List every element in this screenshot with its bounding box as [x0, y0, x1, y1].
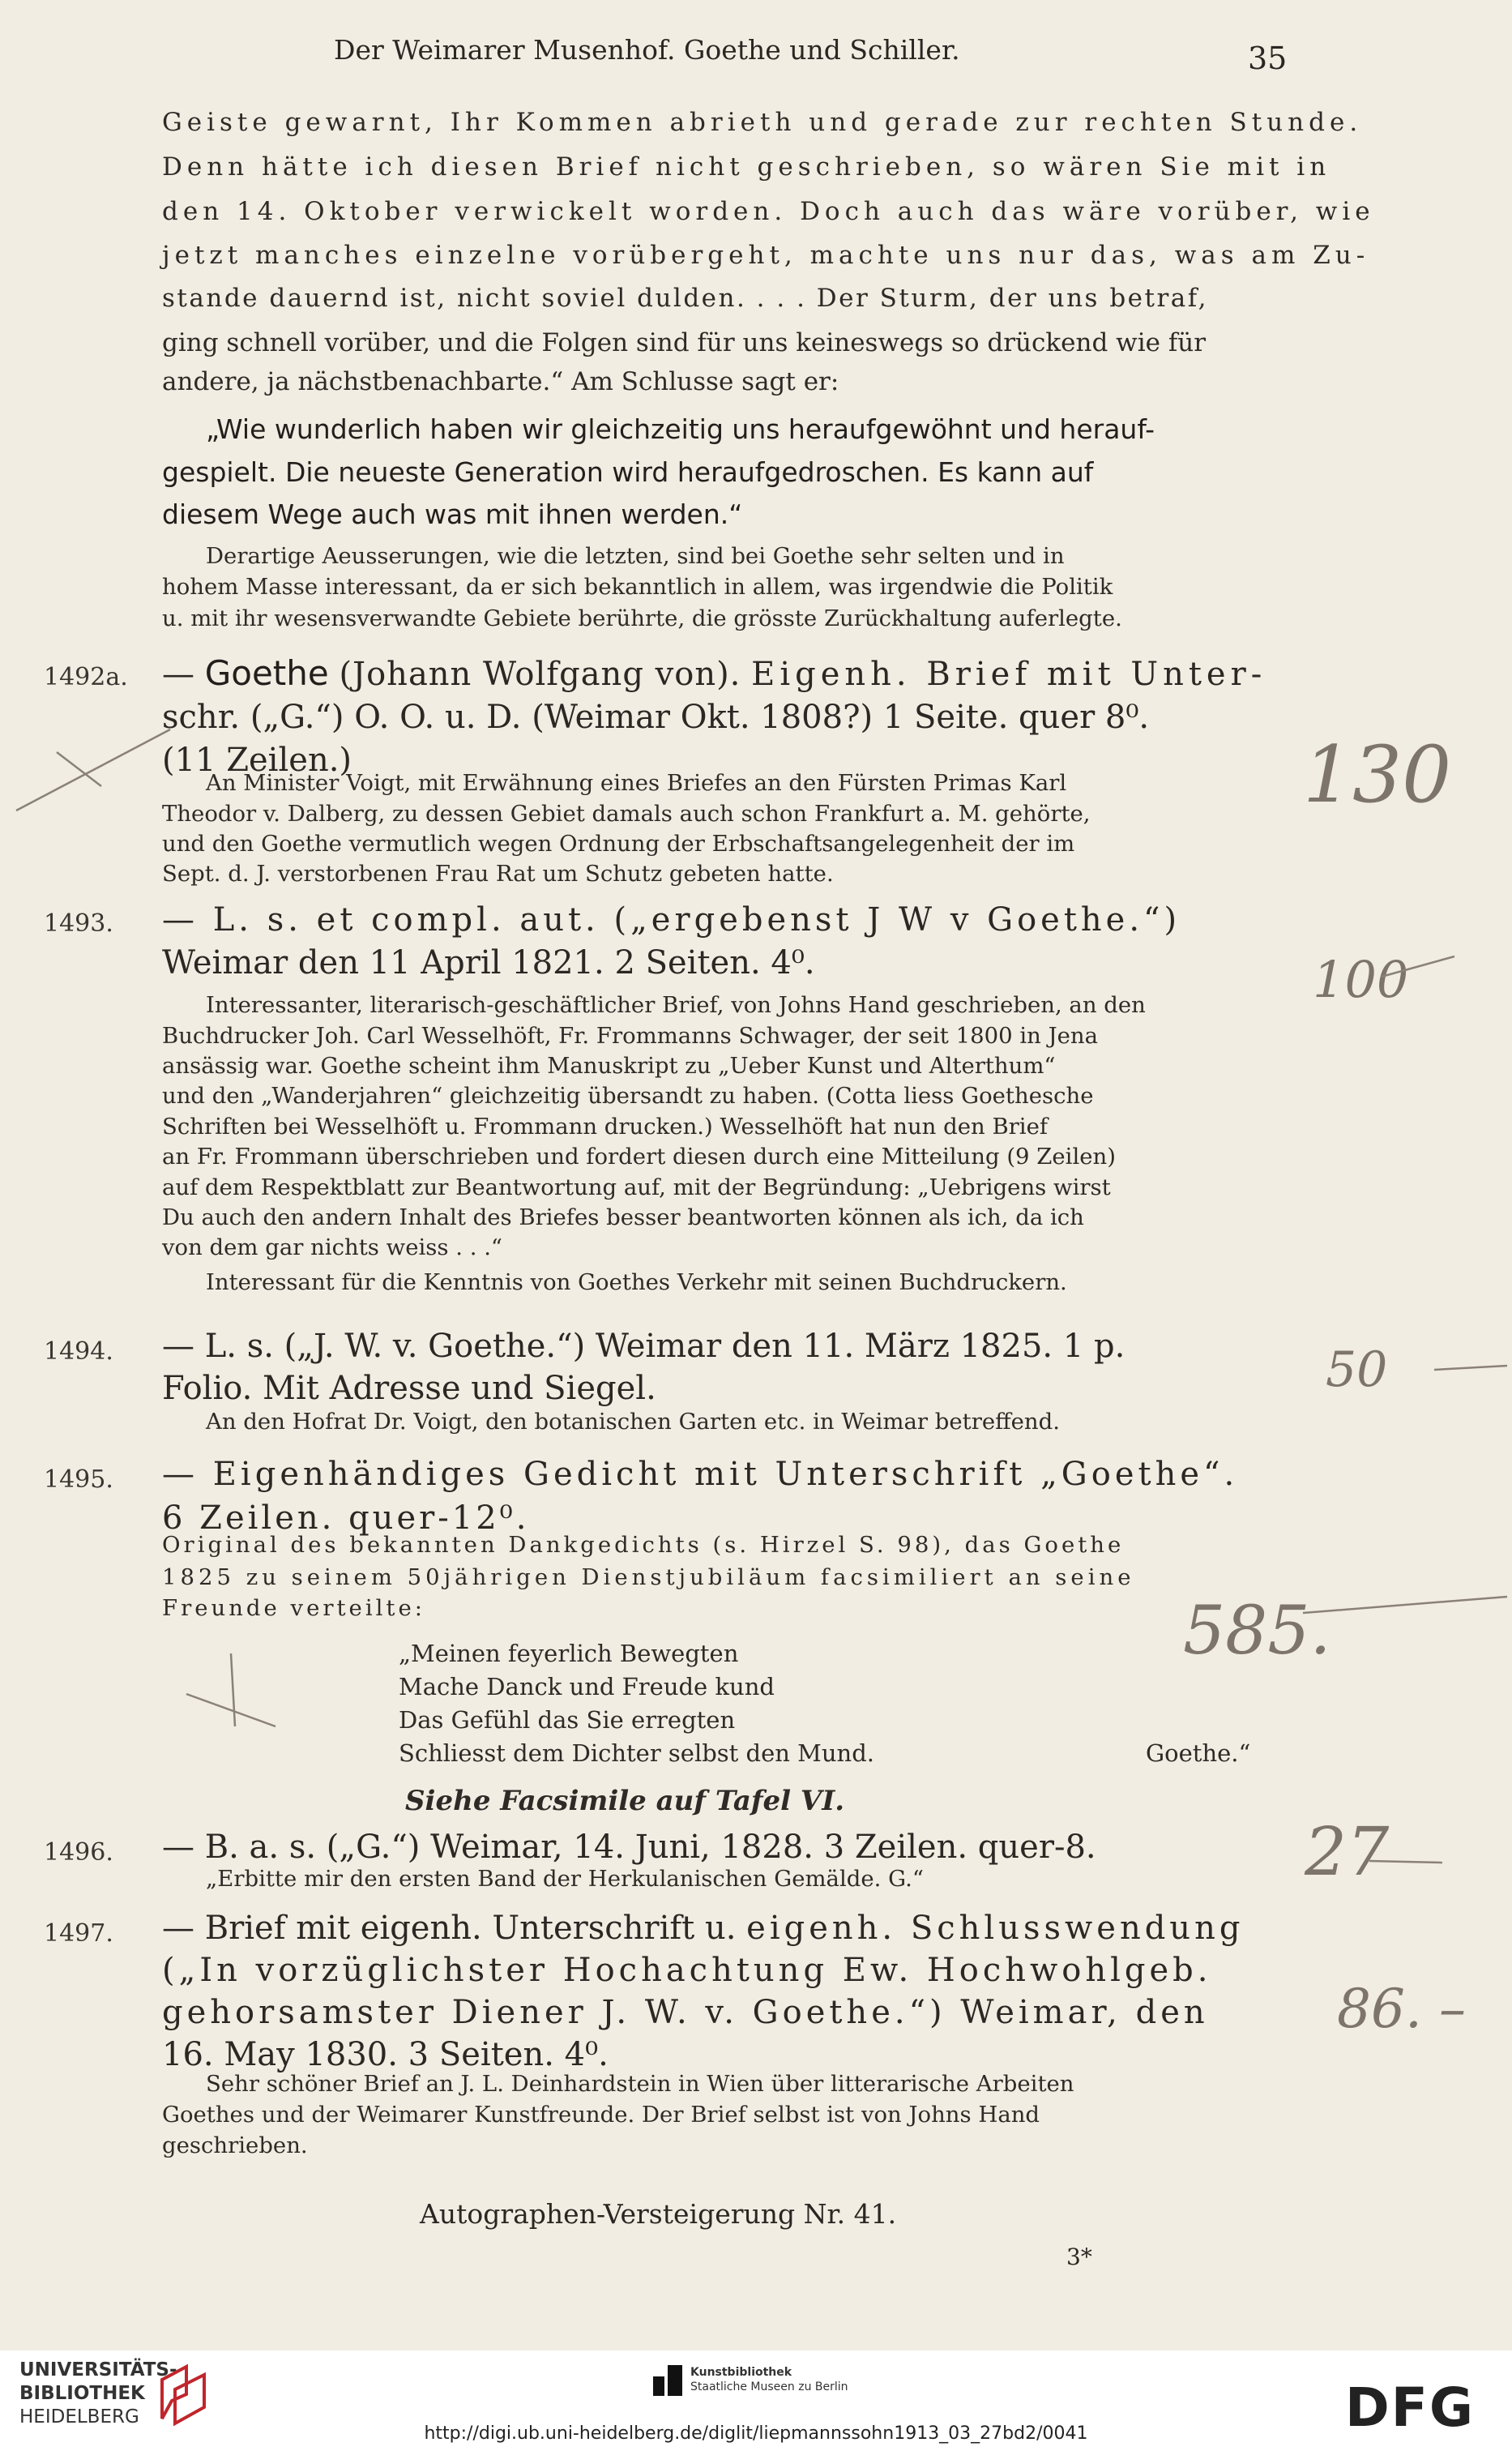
quote-line: „Wie wunderlich haben wir gleichzeitig uns heraufgewöhnt und herauf- [206, 413, 1155, 445]
entry-title-line: — B. a. s. („G.“) Weimar, 14. Juni, 1828. 3 Zeilen. quer-8. [162, 1829, 1096, 1866]
entry-title-line: — L. s. („J. W. v. Goethe.“) Weimar den 11. März 1825. 1 p. [162, 1328, 1125, 1365]
lot-number: 1492a. [44, 663, 128, 691]
entry-desc-line: Goethes und der Weimarer Kunstfreunde. Der Brief selbst ist von Johns Hand [162, 2102, 1040, 2128]
entry-desc-line: An den Hofrat Dr. Voigt, den botanischen Garten etc. in Weimar betreffend. [206, 1409, 1060, 1435]
entry-desc-line: Buchdrucker Joh. Carl Wesselhöft, Fr. Frommanns Schwager, der seit 1800 in Jena [162, 1023, 1098, 1049]
letter-line: stande dauernd ist, nicht soviel dulden. . . . Der Sturm, der uns betraf, [162, 284, 1208, 313]
entry-title-line: — Brief mit eigenh. Unterschrift u. eigenh. Schlusswendung [162, 1910, 1245, 1947]
letter-line: ging schnell vorüber, und die Folgen sind für uns keineswegs so drückend wie für [162, 328, 1207, 357]
entry-title-line: gehorsamster Diener J. W. v. Goethe.“) Weimar, den [162, 1994, 1209, 2031]
partner-line: Kunstbibliothek [690, 2366, 792, 2379]
quote-line: diesem Wege auch was mit ihnen werden.“ [162, 498, 743, 530]
university-line: HEIDELBERG [19, 2406, 139, 2427]
entry-desc-line: An Minister Voigt, mit Erwähnung eines Briefes an den Fürsten Primas Karl [206, 770, 1067, 796]
entry-desc-line: Sept. d. J. verstorbenen Frau Rat um Schutz gebeten hatte. [162, 861, 834, 887]
partner-logo-text [690, 2365, 848, 2394]
letter-line: Denn hätte ich diesen Brief nicht geschrieben, so wären Sie mit in [162, 152, 1331, 182]
entry-desc-line: und den Goethe vermutlich wegen Ordnung der Erbschaftsangelegenheit der im [162, 831, 1075, 857]
running-title: Der Weimarer Musenhof. Goethe und Schiller. [334, 34, 960, 66]
cross-mark-stroke [186, 1694, 275, 1726]
cross-mark-stroke [16, 729, 170, 811]
entry-title-line: 6 Zeilen. quer-12⁰. [162, 1499, 530, 1537]
pencil-dash [1303, 1597, 1507, 1613]
entry-desc-line: an Fr. Frommann überschrieben und fordert diesen durch eine Mitteilung (9 Zeilen) [162, 1144, 1116, 1170]
university-line: BIBLIOTHEK [19, 2383, 145, 2404]
letter-line: den 14. Oktober verwickelt worden. Doch auch das wäre vorüber, wie [162, 197, 1375, 226]
entry-desc-line: Original des bekannten Dankgedichts (s. Hirzel S. 98), das Goethe [162, 1532, 1125, 1558]
heidelberg-emblem-icon [156, 2362, 212, 2427]
remark-line: u. mit ihr wesensverwandte Gebiete berührte, die grösste Zurückhaltung auferlegte. [162, 605, 1122, 631]
pencil-price-note: 86. – [1337, 1978, 1466, 2040]
letter-line: Geiste gewarnt, Ihr Kommen abrieth und gerade zur rechten Stunde. [162, 108, 1363, 137]
entry-desc-line: und den „Wanderjahren“ gleichzeitig übersandt zu haben. (Cotta liess Goethesche [162, 1083, 1094, 1109]
poem-signature: Goethe.“ [1146, 1739, 1251, 1767]
university-library-logo [19, 2359, 177, 2429]
lot-number: 1493. [44, 909, 113, 938]
lot-number: 1497. [44, 1919, 113, 1948]
entry-desc-line: ansässig war. Goethe scheint ihm Manuskript zu „Ueber Kunst und Alterthum“ [162, 1053, 1056, 1079]
facsimile-note: Siehe Facsimile auf Tafel VI. [405, 1785, 845, 1817]
entry-title-line: — Eigenhändiges Gedicht mit Unterschrift „Goethe“. [162, 1456, 1239, 1493]
pencil-dash [1434, 1366, 1507, 1370]
signature-mark: 3* [1066, 2244, 1092, 2270]
pencil-price-note: 585. [1183, 1593, 1331, 1670]
entry-desc-line: Interessanter, literarisch-geschäftlicher Brief, von Johns Hand geschrieben, an den [206, 992, 1146, 1018]
letter-line: andere, ja nächstbenachbarte.“ Am Schlusse sagt er: [162, 367, 839, 396]
partner-line: Staatliche Museen zu Berlin [690, 2380, 848, 2393]
pencil-price-note: 27 [1305, 1814, 1390, 1891]
lot-number: 1496. [44, 1838, 113, 1867]
pencil-price-note: 50 [1326, 1341, 1388, 1398]
entry-title-line: — Goethe (Johann Wolfgang von). Eigenh. Brief mit Unter- [162, 653, 1267, 693]
kunstbibliothek-logo-icon [650, 2362, 687, 2399]
auction-line: Autographen-Versteigerung Nr. 41. [420, 2198, 897, 2230]
pencil-price-note: 100 [1313, 950, 1409, 1009]
entry-desc-line: von dem gar nichts weiss . . .“ [162, 1234, 502, 1260]
pencil-dash [1369, 1861, 1442, 1863]
pencil-price-note: 130 [1303, 729, 1452, 820]
entry-title-line: 16. May 1830. 3 Seiten. 4⁰. [162, 2036, 609, 2073]
entry-desc-line: Schriften bei Wesselhöft u. Frommann drucken.) Wesselhöft hat nun den Brief [162, 1114, 1049, 1140]
entry-desc-line: Du auch den andern Inhalt des Briefes besser beantworten können als ich, da ich [162, 1204, 1084, 1230]
entry-desc-line: 1825 zu seinem 50jährigen Dienstjubiläum facsimiliert an seine [162, 1564, 1135, 1590]
entry-title-line: Weimar den 11 April 1821. 2 Seiten. 4⁰. [162, 944, 815, 982]
entry-desc-line: Theodor v. Dalberg, zu dessen Gebiet damals auch schon Frankfurt a. M. gehörte, [162, 801, 1091, 827]
poem-line: Mache Danck und Freude kund [399, 1673, 775, 1700]
poem-line: „Meinen feyerlich Bewegten [399, 1640, 739, 1667]
entry-desc-line: Interessant für die Kenntnis von Goethes Verkehr mit seinen Buchdruckern. [206, 1269, 1067, 1295]
entry-desc-line: „Erbitte mir den ersten Band der Herkulanischen Gemälde. G.“ [206, 1866, 924, 1892]
page-number: 35 [1248, 41, 1288, 76]
entry-desc-line: geschrieben. [162, 2132, 308, 2158]
lot-number: 1495. [44, 1465, 113, 1494]
dfg-logo: DFG [1345, 2376, 1476, 2439]
entry-desc-line: auf dem Respektblatt zur Beantwortung auf, mit der Begründung: „Uebrigens wirst [162, 1174, 1111, 1200]
entry-title-line: (11 Zeilen.) [162, 742, 352, 779]
cross-mark-stroke [231, 1653, 235, 1726]
pencil-dash [1382, 956, 1454, 977]
lot-number: 1494. [44, 1337, 113, 1366]
entry-title-line: Folio. Mit Adresse und Siegel. [162, 1370, 656, 1407]
poem-line: Das Gefühl das Sie erregten [399, 1706, 736, 1734]
remark-line: hohem Masse interessant, da er sich bekanntlich in allem, was irgendwie die Politik [162, 574, 1113, 600]
entry-desc-line: Sehr schöner Brief an J. L. Deinhardstein in Wien über litterarische Arbeiten [206, 2071, 1074, 2097]
quote-line: gespielt. Die neueste Generation wird heraufgedroschen. Es kann auf [162, 456, 1094, 488]
letter-line: jetzt manches einzelne vorübergeht, machte uns nur das, was am Zu- [162, 241, 1370, 270]
entry-title-line: — L. s. et compl. aut. („ergebenst J W v Goethe.“) [162, 901, 1181, 939]
poem-line: Schliesst dem Dichter selbst den Mund. [399, 1739, 875, 1767]
university-line: UNIVERSITÄTS- [19, 2359, 177, 2380]
entry-desc-line: Freunde verteilte: [162, 1595, 426, 1621]
remark-line: Derartige Aeusserungen, wie die letzten, sind bei Goethe sehr selten und in [206, 543, 1065, 569]
entry-title-line: schr. („G.“) O. O. u. D. (Weimar Okt. 1808?) 1 Seite. quer 8⁰. [162, 699, 1150, 736]
entry-title-line: („In vorzüglichster Hochachtung Ew. Hochwohlgeb. [162, 1952, 1212, 1989]
source-url-link[interactable]: http://digi.ub.uni-heidelberg.de/diglit/liepmannssohn1913_03_27bd2/0041 [424, 2423, 1088, 2444]
